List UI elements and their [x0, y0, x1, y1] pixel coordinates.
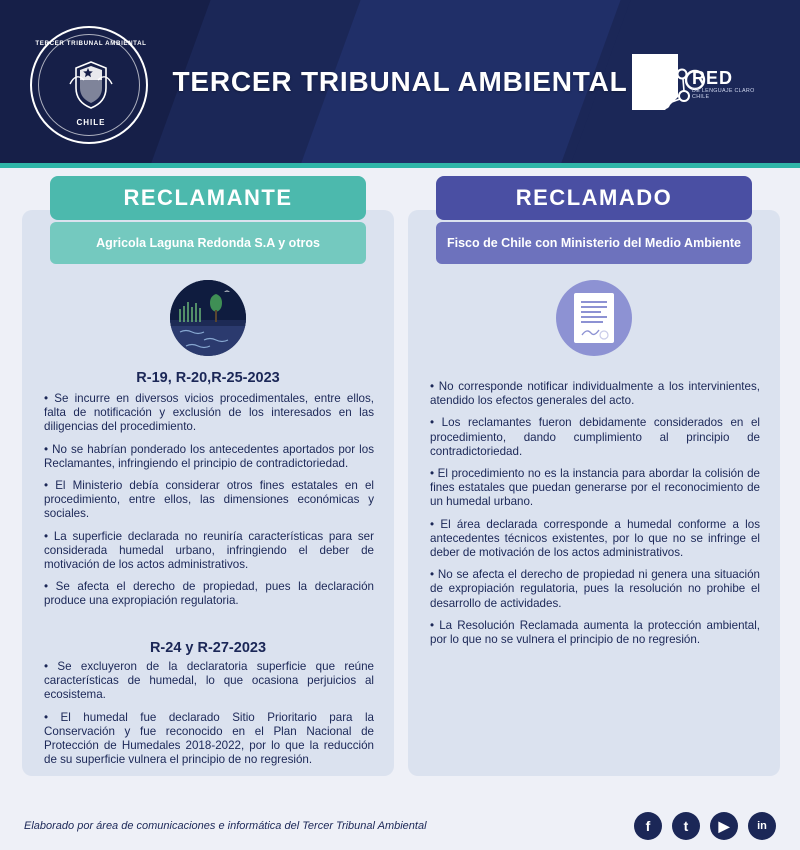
list-item: • El humedal fue declarado Sitio Prioritario para la Conservación y fue reconocido en el Plan Nacional de Protección de Humedales 2018-2022, por lo que la reducción de su superficie vulnera el principio de no regresión.	[44, 710, 374, 767]
list-item: • Se incurre en diversos vicios procedimentales, entre ellos, falta de notificación y exclusión de los interesados en las diligencias del procedimiento.	[44, 392, 374, 434]
list-item: • Los reclamantes fueron debidamente considerados en el procedimiento, dando cumplimiento al principio de contradictoriedad.	[430, 416, 760, 458]
list-item: • La Resolución Reclamada aumenta la protección ambiental, por lo que no se vulnera el principio de no regresión.	[430, 618, 760, 647]
seal-country-label: CHILE	[76, 118, 106, 127]
red-lenguaje-claro-logo	[632, 52, 762, 114]
page-footer	[0, 808, 800, 850]
list-item: • El Ministerio debía considerar otros fines estatales en el procedimiento, entre ellos, las dimensiones económicas y sociales.	[44, 479, 374, 521]
red-logo-tagline: DE LENGUAJE CLARO CHILE	[692, 88, 755, 100]
case-numbers-primary: R-19, R-20,R-25-2023	[136, 370, 280, 386]
red-logo-name: RED	[692, 68, 734, 88]
list-item: • No corresponde notificar individualmente a los intervinientes, atendido los efectos generales del acto.	[430, 380, 760, 408]
reclamante-party: Agricola Laguna Redonda S.A y otros	[50, 222, 366, 264]
list-item: • Se excluyeron de la declaratoria superficie que reúne características de humedal, lo que ocasiona perjuicios al ecosistema.	[44, 660, 374, 702]
youtube-icon[interactable]: ▶	[710, 812, 738, 840]
document-glyph	[574, 293, 614, 343]
list-item: • No se habrían ponderado los antecedentes aportados por los Reclamantes, infringiendo el principio de contradictoriedad.	[44, 442, 374, 470]
facebook-icon[interactable]: f	[634, 812, 662, 840]
social-links	[634, 812, 776, 840]
reclamado-arguments	[430, 380, 760, 655]
twitter-icon[interactable]: t	[672, 812, 700, 840]
list-item: • No se afecta el derecho de propiedad ni genera una situación de expropiación regulatoria, pues la resolución no prohibe el desarrollo de actividades.	[430, 568, 760, 610]
reclamante-arguments-primary	[44, 392, 374, 617]
list-item: • La superficie declarada no reuniría características para ser considerada humedal urbano, infringiendo el deber de motivación de los actos administrativos.	[44, 529, 374, 572]
linkedin-icon[interactable]: in	[748, 812, 776, 840]
list-item: • El procedimiento no es la instancia para abordar la colisión de fines estatales que puedan generarse por el reconocimiento de un humedal urbano.	[430, 467, 760, 509]
reclamado-party: Fisco de Chile con Ministerio del Medio Ambiente	[436, 222, 752, 264]
comparison-board	[0, 168, 800, 808]
footer-credit: Elaborado por área de comunicaciones e informática del Tercer Tribunal Ambiental	[24, 820, 427, 832]
case-numbers-secondary: R-24 y R-27-2023	[149, 640, 267, 656]
page-header	[0, 0, 800, 168]
list-item: • Se afecta el derecho de propiedad, pues la declaración produce una expropiación regulatoria.	[44, 580, 374, 608]
seal-top-text: TERCER TRIBUNAL AMBIENTAL	[35, 40, 147, 47]
list-item: • El área declarada corresponde a humedal conforme a los antecedentes técnicos existentes, por lo que no se infringe el deber de motivación de los actos administrativos.	[430, 517, 760, 560]
page-title: TERCER TRIBUNAL AMBIENTAL	[172, 66, 628, 97]
reclamante-arguments-secondary	[44, 660, 374, 775]
reclamante-heading: RECLAMANTE	[50, 176, 366, 220]
signature-glyph	[574, 293, 614, 343]
reclamado-heading: RECLAMADO	[436, 176, 752, 220]
reclamante-panel	[22, 185, 394, 776]
reclamado-panel	[408, 185, 780, 776]
wetland-icon	[170, 280, 246, 356]
resolution-document-icon	[556, 280, 632, 356]
